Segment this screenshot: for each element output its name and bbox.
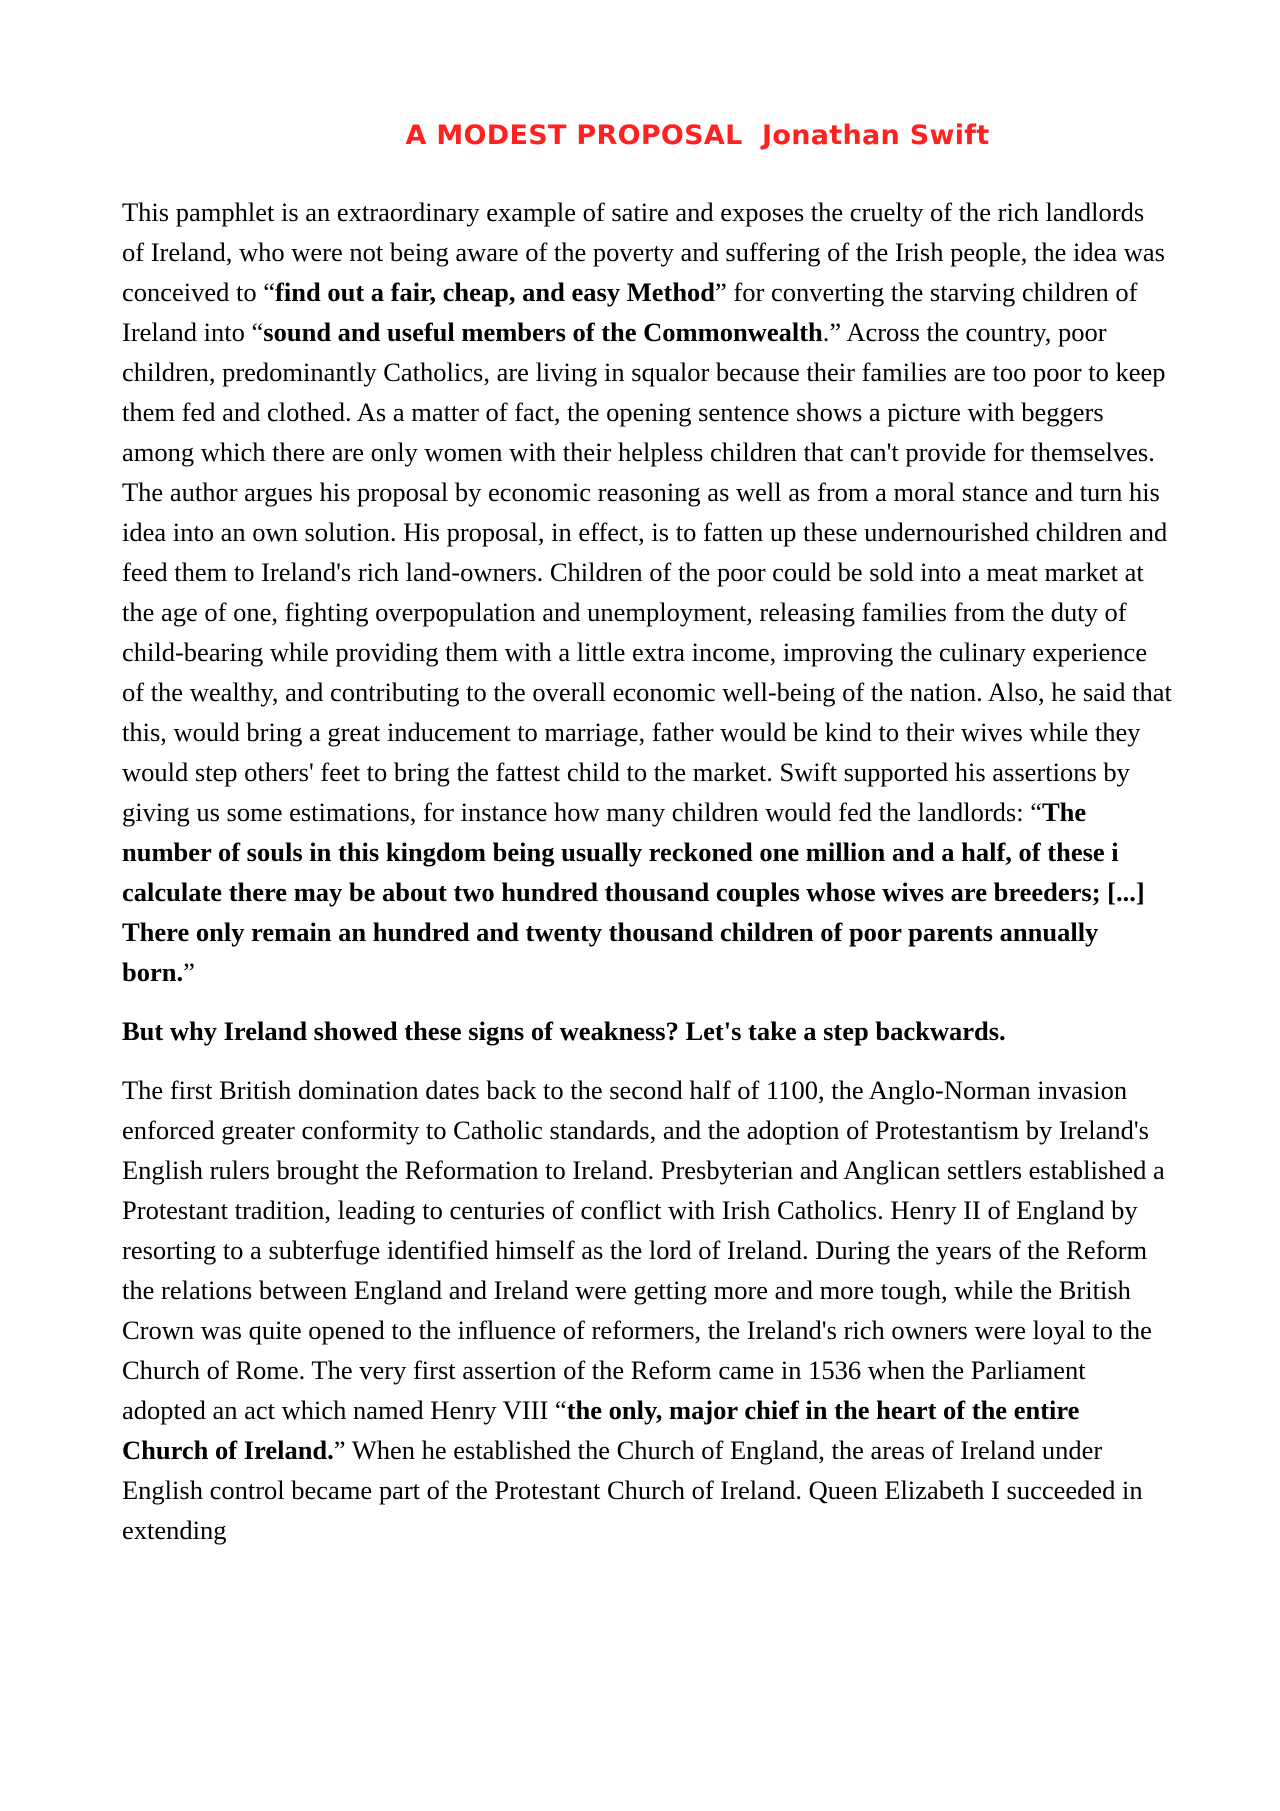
- bold-quote: find out a fair, cheap, and easy Method: [275, 277, 716, 307]
- bold-quote: sound and useful members of the Commonwealth: [263, 317, 823, 347]
- document-body: [122, 192, 1172, 1569]
- paragraph-question: [122, 1011, 1172, 1051]
- document-title: A MODEST PROPOSAL Jonathan Swift: [405, 120, 990, 151]
- paragraph-text: ” for converting the starving children of Ireland into “: [122, 277, 1138, 347]
- bold-quote: the only, major chief in the heart of the entire Church of Ireland.: [122, 1395, 1080, 1465]
- paragraph-text: ”: [183, 957, 195, 987]
- bold-heading-sentence: But why Ireland showed these signs of weakness? Let's take a step backwards.: [122, 1016, 1006, 1046]
- paragraph-satire-intro: [122, 192, 1172, 992]
- paragraph-text: ” When he established the Church of England, the areas of Ireland under English control became part of the Protestant Church of Ireland. Queen Elizabeth I succeeded in extending: [122, 1435, 1143, 1545]
- paragraph-text: This pamphlet is an extraordinary example of satire and exposes the cruelty of the rich landlords of Ireland, who were not being aware of the poverty and suffering of the Irish people, the idea was conceived to “: [122, 197, 1165, 307]
- paragraph-text: .” Across the country, poor children, predominantly Catholics, are living in squalor because their families are too poor to keep them fed and clothed. As a matter of fact, the opening sentence shows a picture with beggers among which there are only women with their helpless children that can't provide for themselves. The author argues his proposal by economic reasoning as well as from a moral stance and turn his idea into an own solution. His proposal, in effect, is to fatten up these undernourished children and feed them to Ireland's rich land-owners. Children of the poor could be sold into a meat market at the age of one, fighting overpopulation and unemployment, releasing families from the duty of child-bearing while providing them with a little extra income, improving the culinary experience of the wealthy, and contributing to the overall economic well-being of the nation. Also, he said that this, would bring a great inducement to marriage, father would be kind to their wives while they would step others' feet to bring the fattest child to the market. Swift supported his assertions by giving us some estimations, for instance how many children would fed the landlords: “: [122, 317, 1172, 827]
- paragraph-history: [122, 1070, 1172, 1550]
- bold-quote: The number of souls in this kingdom being usually reckoned one million and a half, of these i calculate there may be about two hundred thousand couples whose wives are breeders; [...] There only remain an hundred and twenty thousand children of poor parents annually born.: [122, 797, 1145, 987]
- paragraph-text: The first British domination dates back to the second half of 1100, the Anglo-Norman invasion enforced greater conformity to Catholic standards, and the adoption of Protestantism by Ireland's English rulers brought the Reformation to Ireland. Presbyterian and Anglican settlers established a Protestant tradition, leading to centuries of conflict with Irish Catholics. Henry II of England by resorting to a subterfuge identified himself as the lord of Ireland. During the years of the Reform the relations between England and Ireland were getting more and more tough, while the British Crown was quite opened to the influence of reformers, the Ireland's rich owners were loyal to the Church of Rome. The very first assertion of the Reform came in 1536 when the Parliament adopted an act which named Henry VIII “: [122, 1075, 1165, 1425]
